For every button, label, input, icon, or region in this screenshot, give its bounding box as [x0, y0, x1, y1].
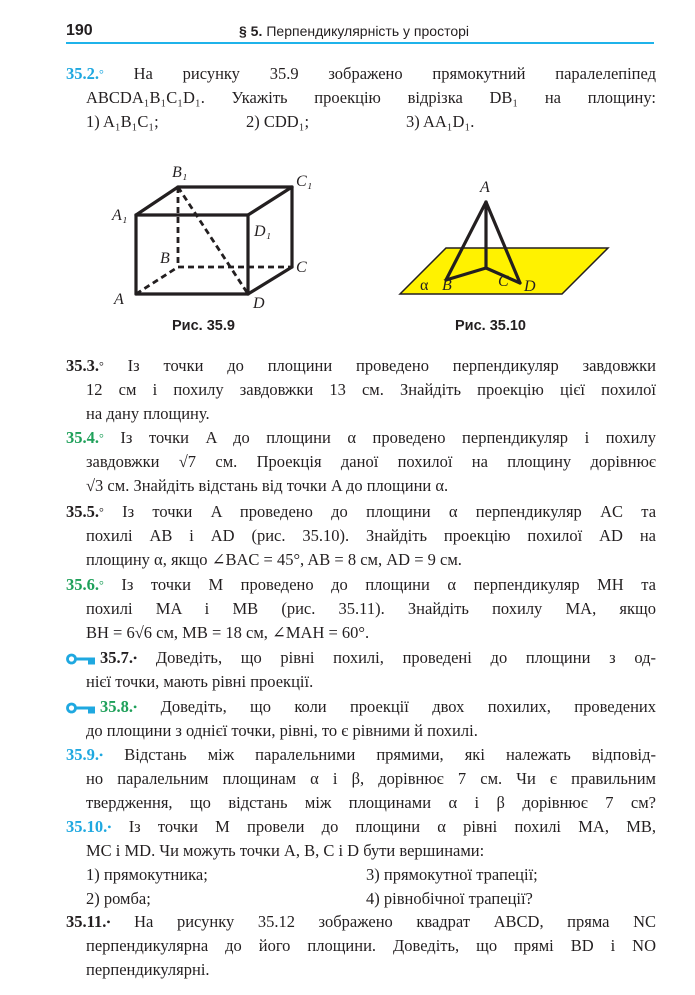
problem-35-7: [66, 646, 656, 694]
option-4: 4) рівнобічної трапеції?: [366, 889, 533, 908]
problem-number: 35.2.°: [66, 64, 104, 83]
problem-line: нієї точки, мають рівні проекції.: [86, 672, 314, 691]
problem-line: на дану площину.: [86, 404, 210, 423]
key-icon: [66, 702, 96, 714]
problem-number: 35.11.•: [66, 912, 111, 931]
vertex-label-C: C: [296, 259, 307, 276]
point-label-C: C: [498, 273, 509, 290]
figure-35-10-plane-perpendicular: [390, 170, 620, 310]
problem-35-11: [66, 910, 656, 982]
problem-line: завдовжки √7 см. Проекція даної похилої на площину дорівнює: [86, 452, 656, 471]
key-icon: [66, 653, 96, 665]
figure-caption-35-10: Рис. 35.10: [455, 318, 526, 334]
problem-line: 35.4.° Із точки A до площини α проведено перпендикуляр і похилу: [66, 428, 656, 447]
problem-number: 35.10.•: [66, 817, 112, 836]
problem-line: похилі AB і AD (рис. 35.10). Знайдіть проекцію похилої AD на: [86, 526, 656, 545]
problem-line: 35.5.° Із точки A проведено до площини α перпендикуляр AC та: [66, 502, 657, 521]
vertex-label-D1: D₁: [254, 223, 272, 240]
problem-number: 35.9.•: [66, 745, 104, 764]
answer-options-row: [66, 863, 656, 887]
problem-line: до площини з однієї точки, рівні, то є рівними й похилі.: [86, 721, 478, 740]
problem-35-10: [66, 815, 656, 911]
problem-line: MC і MD. Чи можуть точки A, B, C і D бути вершинами:: [86, 841, 485, 860]
vertex-label-A: A: [114, 291, 124, 308]
option-3: 3) прямокутної трапеції;: [366, 865, 538, 884]
problem-line: 12 см і похилу завдовжки 13 см. Знайдіть проекцію цієї похилої: [86, 380, 656, 399]
answer-options-row: [66, 887, 656, 911]
problem-line: но паралельним площинам α і β, дорівнює 7 см. Чи є правильним: [86, 769, 656, 788]
section-name: Перпендикулярність у просторі: [266, 23, 470, 39]
vertex-label-B: B: [160, 250, 170, 267]
point-label-A: A: [480, 179, 490, 196]
problem-35-4: [66, 426, 656, 498]
problem-line: 35.8.• Доведіть, що коли проекції двох похилих, проведених: [66, 695, 656, 719]
problem-line: 35.10.• Із точки M провели до площини α рівні похилі MA, MB,: [66, 817, 656, 836]
point-label-B: B: [442, 277, 452, 294]
problem-35-2: [66, 62, 656, 134]
problem-line: 35.2.° На рисунку 35.9 зображено прямокутний паралелепіпед: [66, 64, 657, 83]
problem-number: 35.8.•: [100, 697, 138, 716]
vertex-label-C1: C₁: [296, 173, 313, 190]
problem-line: перпендикулярна до його площини. Доведіть, що прямі BD і NO: [86, 936, 656, 955]
section-title: [239, 23, 469, 39]
problem-line: ABCDA₁B₁C₁D₁. Укажіть проекцію відрізка DB₁ на площину:: [86, 88, 656, 107]
problem-line: 35.6.° Із точки M проведено до площини α перпендикуляр MH та: [66, 575, 656, 594]
problem-line: перпендикулярні.: [86, 960, 210, 979]
option-1: 1) прямокутника;: [86, 865, 208, 884]
figure-35-9-parallelepiped: [100, 160, 340, 310]
point-label-D: D: [524, 278, 536, 295]
section-label: § 5.: [239, 23, 263, 39]
vertex-label-B1: B₁: [172, 164, 188, 181]
problem-line: BH = 6√6 см, MB = 18 см, ∠MAH = 60°.: [86, 623, 370, 642]
problem-line: 35.3.° Із точки до площини проведено перпендикуляр завдовжки: [66, 356, 657, 375]
problem-35-5: [66, 500, 656, 572]
problem-line: твердження, що відстань між площинами α і β дорівнює 7 см?: [86, 793, 656, 812]
problem-35-8: [66, 695, 656, 743]
problem-35-9: [66, 743, 656, 815]
option-3: 3) AA₁D₁.: [406, 112, 475, 131]
problem-line: площину α, якщо ∠BAC = 45°, AB = 8 см, AD = 9 см.: [86, 550, 462, 569]
figure-caption-35-9: Рис. 35.9: [172, 318, 235, 334]
option-1: 1) A₁B₁C₁;: [86, 112, 159, 131]
plane-label-alpha: α: [420, 277, 429, 294]
problem-35-3: [66, 354, 656, 426]
problem-number: 35.5.°: [66, 502, 104, 521]
vertex-label-D: D: [253, 295, 265, 310]
option-2: 2) ромба;: [86, 889, 151, 908]
answer-options: [66, 110, 656, 134]
page-number: 190: [66, 22, 93, 39]
page-header: [66, 20, 654, 44]
problem-number: 35.3.°: [66, 356, 104, 375]
problem-line: √3 см. Знайдіть відстань від точки A до площини α.: [86, 476, 449, 495]
problem-line: 35.9.• Відстань між паралельними прямими, які належать відповід-: [66, 745, 656, 764]
problem-line: похилі MA і MB (рис. 35.11). Знайдіть похилу MA, якщо: [86, 599, 656, 618]
problem-35-6: [66, 573, 656, 645]
vertex-label-A1: A₁: [112, 207, 128, 224]
problem-number: 35.6.°: [66, 575, 104, 594]
problem-number: 35.7.•: [100, 648, 138, 667]
problem-line: 35.11.• На рисунку 35.12 зображено квадрат ABCD, пряма NC: [66, 912, 657, 931]
problem-number: 35.4.°: [66, 428, 104, 447]
problem-line: 35.7.• Доведіть, що рівні похилі, проведені до площини з од-: [66, 646, 656, 670]
option-2: 2) CDD₁;: [246, 112, 310, 131]
